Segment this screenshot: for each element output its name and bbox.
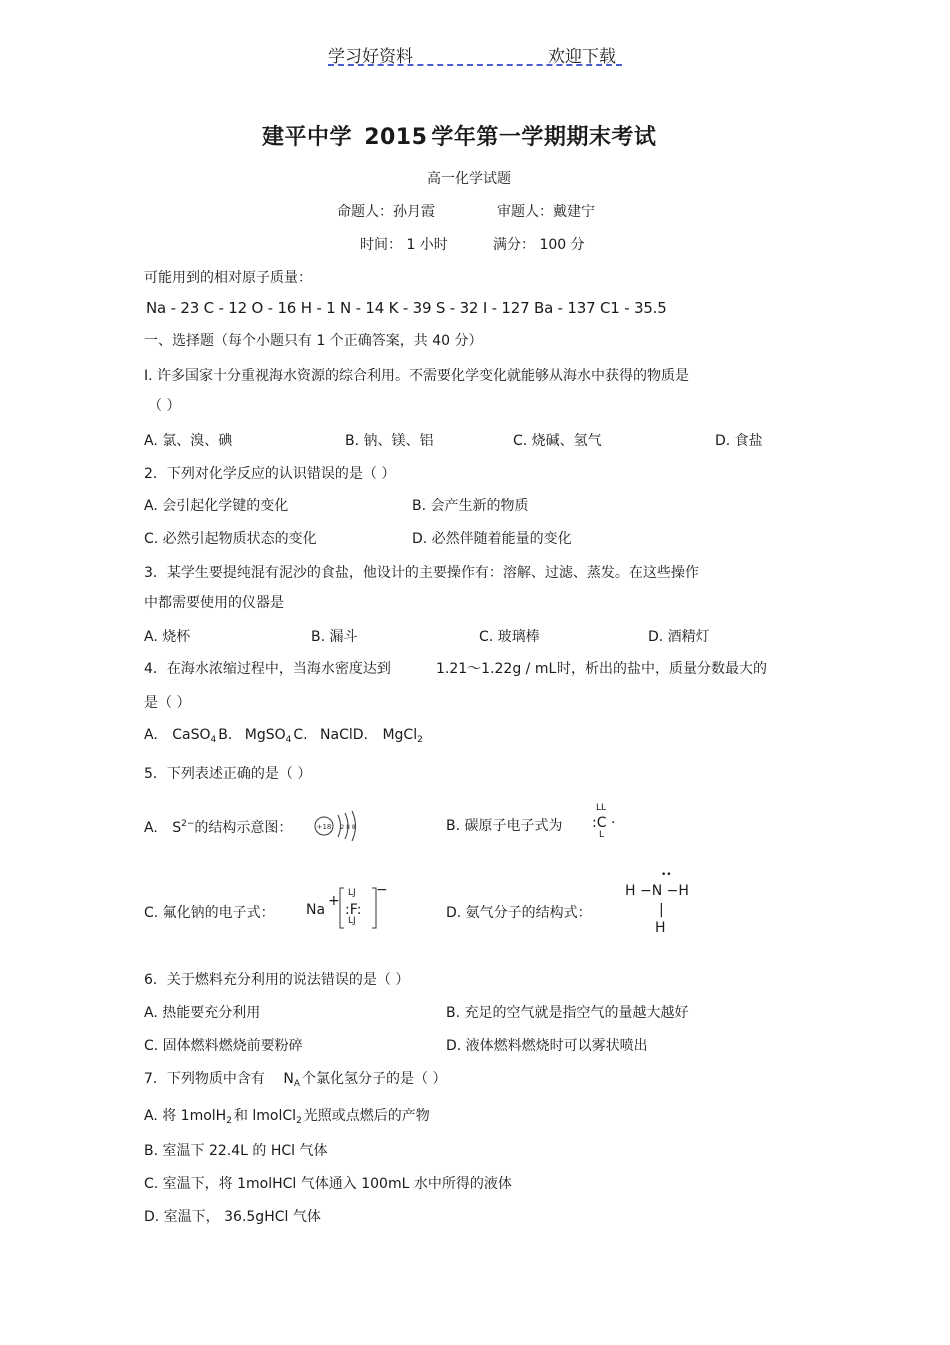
question-7-stem-part2: 个氯化氢分子的是（ ） xyxy=(302,1071,447,1087)
avogadro-symbol: N xyxy=(283,1071,294,1087)
q5-option-a xyxy=(144,817,292,837)
q4-option-a-sub: 4 xyxy=(210,735,217,745)
q6-option-a: A. 热能要充分利用 xyxy=(144,1005,261,1021)
q5-option-c-text: C. 氟化钠的电子式： xyxy=(144,905,275,921)
q5-option-d-bond: | xyxy=(659,902,664,918)
sulfide-ion-structure-diagram xyxy=(312,810,364,842)
exam-subtitle: 高一化学试题 xyxy=(427,171,511,187)
q5-option-b-text: B. 碳原子电子式为 xyxy=(446,818,563,834)
reviewer: 审题人：戴建宁 xyxy=(497,204,595,220)
proposer: 命题人：孙月霞 xyxy=(337,204,435,220)
q2-option-c: C. 必然引起物质状态的变化 xyxy=(144,531,317,547)
q5-option-c-plus: + xyxy=(328,893,340,909)
q4-option-b-sub: 4 xyxy=(285,735,292,745)
q6-option-d: D. 液体燃料燃烧时可以雾状喷出 xyxy=(446,1038,648,1054)
q5-option-b-lower-dot: L xyxy=(599,830,605,840)
q5-option-d-structure-row: H −N −H xyxy=(625,883,689,899)
q5-option-c-dots-bottom: LJ xyxy=(348,916,356,926)
q4-option-b-label: B. xyxy=(218,727,233,743)
q2-option-d: D. 必然伴随着能量的变化 xyxy=(412,531,572,547)
q5-option-d-bottom-h: H xyxy=(655,920,666,936)
q5-option-c-na: Na xyxy=(306,902,326,918)
question-7-stem-part1: 7．下列物质中含有 xyxy=(144,1071,265,1087)
q4-options xyxy=(144,727,425,745)
header-left: 学习好资料 xyxy=(328,47,413,67)
exam-time: 时间： 1 小时 xyxy=(360,237,448,253)
q7-option-a-part2: 和 lmolCl xyxy=(233,1108,297,1124)
q4-option-c-label: C. xyxy=(293,727,308,743)
q5-option-c-minus: − xyxy=(376,882,388,898)
q1-option-a: A. 氯、溴、碘 xyxy=(144,433,233,449)
fluorine-symbol: F xyxy=(349,902,357,918)
q7-option-d: D. 室温下， 36.5gHCl 气体 xyxy=(144,1209,321,1225)
shell-electrons: 2 8 8 xyxy=(340,824,356,831)
q6-option-b: B. 充足的空气就是指空气的量越大越好 xyxy=(446,1005,689,1021)
section-1-heading: 一、选择题（每个小题只有 1 个正确答案，共 40 分） xyxy=(144,333,483,349)
avogadro-sub: A xyxy=(293,1079,301,1089)
q2-option-a: A. 会引起化学键的变化 xyxy=(144,498,289,514)
q4-option-b: MgSO xyxy=(244,727,286,743)
exam-score: 满分： 100 分 xyxy=(493,237,585,253)
question-4-stem-line2: 是（ ） xyxy=(144,695,191,711)
q7-option-a-part1: A. 将 1molH xyxy=(144,1108,227,1124)
q4-option-d: MgCl xyxy=(382,727,418,743)
q7-option-a-part3: 光照或点燃后的产物 xyxy=(303,1108,430,1124)
q7-option-a-sub2: 2 xyxy=(296,1116,302,1126)
atomic-masses: Na - 23 C - 12 O - 16 H - 1 N - 14 K - 39 S - 32 I - 127 Ba - 137 C1 - 35.5 xyxy=(146,299,667,317)
question-1-paren: （ ） xyxy=(148,398,181,414)
q2-option-b: B. 会产生新的物质 xyxy=(412,498,529,514)
question-4-stem-line1: 4．在海水浓缩过程中，当海水密度达到 xyxy=(144,661,391,677)
question-7-stem xyxy=(144,1068,446,1089)
q4-option-a-label: A. xyxy=(144,727,158,743)
q5-option-a-label: A. xyxy=(144,820,158,836)
question-5-stem: 5．下列表述正确的是（ ） xyxy=(144,766,312,782)
q5-option-c-dots-top: LJ xyxy=(348,888,356,898)
q1-option-c: C. 烧碱、氢气 xyxy=(513,433,602,449)
question-6-stem: 6．关于燃料充分利用的说法错误的是（ ） xyxy=(144,972,410,988)
q6-option-c: C. 固体燃料燃烧前要粉碎 xyxy=(144,1038,303,1054)
atomic-mass-label: 可能用到的相对原子质量： xyxy=(144,270,312,286)
q5-option-d-lone-pair: •• xyxy=(661,870,672,880)
q7-option-a xyxy=(144,1105,430,1126)
q1-option-b: B. 钠、镁、铝 xyxy=(345,433,434,449)
q5-option-b-dots: LL xyxy=(596,803,607,813)
page-title xyxy=(262,120,656,151)
q5-option-b-atom: :C · xyxy=(592,815,616,831)
title-year: 2015 xyxy=(364,125,428,150)
q4-option-c: NaCl xyxy=(320,727,353,743)
q7-option-c: C. 室温下，将 1molHCl 气体通入 100mL 水中所得的液体 xyxy=(144,1176,512,1192)
carbon-symbol: C xyxy=(596,815,607,831)
question-2-stem: 2．下列对化学反应的认识错误的是（ ） xyxy=(144,466,396,482)
q5-option-a-ion: S xyxy=(172,820,182,836)
header-divider xyxy=(328,64,622,66)
question-4-density: 1.21～1.22g / mL xyxy=(436,661,557,677)
q4-option-d-sub: 2 xyxy=(417,735,423,745)
q5-option-c-f: :F: xyxy=(345,902,362,918)
q1-option-d: D. 食盐 xyxy=(715,433,763,449)
title-school: 建平中学 xyxy=(262,125,353,150)
q5-option-a-text: 的结构示意图： xyxy=(194,820,293,836)
q4-option-a: CaSO xyxy=(172,727,211,743)
question-1-stem: I. 许多国家十分重视海水资源的综合利用。不需要化学变化就能够从海水中获得的物质是 xyxy=(144,368,690,384)
q3-option-d: D. 酒精灯 xyxy=(648,629,710,645)
q3-option-a: A. 烧杯 xyxy=(144,629,191,645)
q5-option-a-charge: 2− xyxy=(181,819,195,829)
question-4-stem-line1b: 时，析出的盐中，质量分数最大的 xyxy=(557,661,767,677)
nucleus-label: +18 xyxy=(316,823,332,831)
title-term: 学年第一学期期末考试 xyxy=(431,125,657,150)
q3-option-c: C. 玻璃棒 xyxy=(479,629,540,645)
q4-option-d-label: D. xyxy=(352,727,368,743)
q5-option-d-text: D. 氨气分子的结构式： xyxy=(446,905,592,921)
q7-option-b: B. 室温下 22.4L 的 HCl 气体 xyxy=(144,1143,328,1159)
header-right: 欢迎下载 xyxy=(548,47,616,67)
q7-option-a-sub1: 2 xyxy=(226,1116,232,1126)
question-3-stem-line2: 中都需要使用的仪器是 xyxy=(144,595,284,611)
question-3-stem-line1: 3．某学生要提纯混有泥沙的食盐，他设计的主要操作有：溶解、过滤、蒸发。在这些操作 xyxy=(144,565,699,581)
q3-option-b: B. 漏斗 xyxy=(311,629,358,645)
